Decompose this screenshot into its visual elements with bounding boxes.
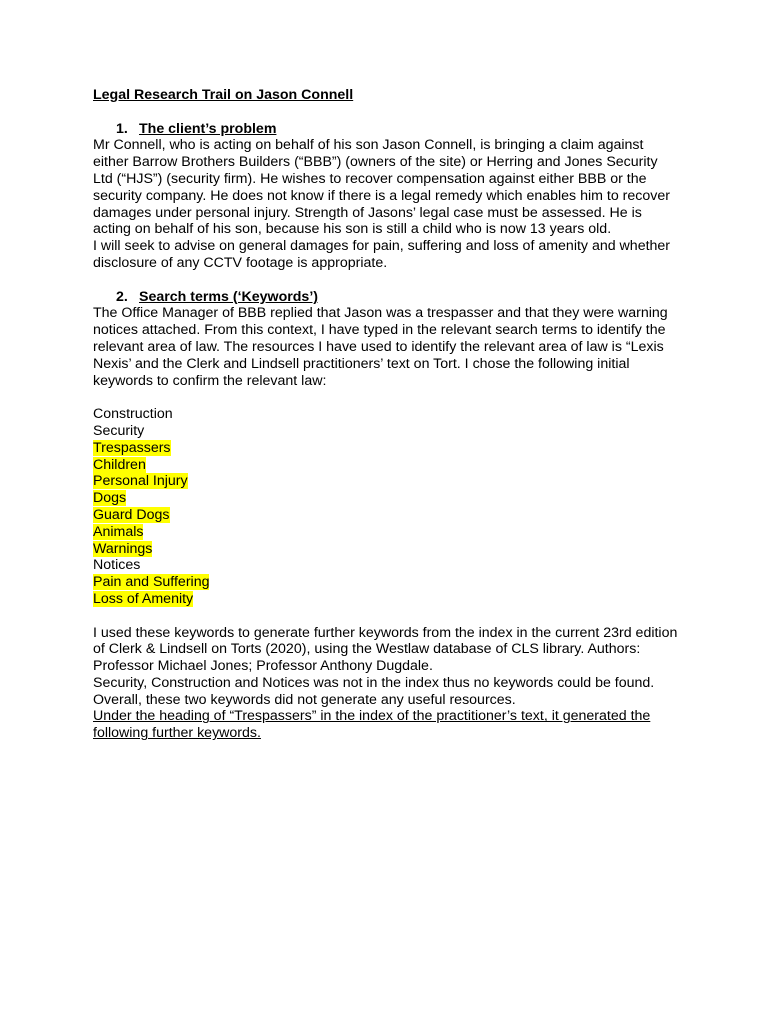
- keyword-item: [93, 524, 678, 541]
- keyword-text: Security: [93, 422, 145, 439]
- keyword-item: [93, 541, 678, 558]
- keyword-text: Dogs: [93, 490, 127, 507]
- section-1-title: The client’s problem: [139, 120, 277, 137]
- section-1-number: 1.: [116, 120, 128, 137]
- keyword-item: [93, 591, 678, 608]
- spacer: [93, 389, 678, 406]
- section-2-title: Search terms (‘Keywords’): [139, 288, 318, 305]
- keyword-text: Construction: [93, 406, 173, 423]
- keyword-text: Personal Injury: [93, 473, 188, 490]
- document-page: [93, 87, 678, 742]
- keyword-item: [93, 507, 678, 524]
- keyword-item: [93, 557, 678, 574]
- section-2-paragraph-3: Security, Construction and Notices was not in the index thus no keywords could be found. Overall, these two keywords did not generate any useful resources.: [93, 674, 655, 708]
- keyword-item: [93, 423, 678, 440]
- keyword-item: [93, 490, 678, 507]
- keyword-item: [93, 406, 678, 423]
- keyword-text: Guard Dogs: [93, 506, 170, 523]
- keyword-text: Children: [93, 456, 146, 473]
- keyword-text: Pain and Suffering: [93, 574, 210, 591]
- keyword-item: [93, 440, 678, 457]
- section-2-paragraph-2: I used these keywords to generate further keywords from the index in the current 23rd edition of Clerk & Lindsell on Torts (2020), using the Westlaw database of CLS library. Authors: Professor Michael Jones; Professor Anthony Dugdale.: [93, 624, 678, 675]
- keyword-text: Warnings: [93, 540, 153, 557]
- section-1-paragraph-2: I will seek to advise on general damages for pain, suffering and loss of amenity and whether disclosure of any CCTV footage is appropriate.: [93, 238, 671, 271]
- section-1-heading: [93, 121, 678, 138]
- keyword-item: [93, 457, 678, 474]
- section-2-paragraph-4: Under the heading of “Trespassers” in the index of the practitioner’s text, it generated the following further keywords.: [93, 708, 651, 742]
- keyword-text: Trespassers: [93, 439, 171, 456]
- section-1-paragraph-1: Mr Connell, who is acting on behalf of his son Jason Connell, is bringing a claim against either Barrow Brothers Builders (“BBB”) (owners of the site) or Herring and Jones Security Ltd (“HJS”) (security firm). He wishes to recover compensation against either BBB or the security company. He does not know if there is a legal remedy which enables him to recover damages under personal injury. Strength of Jasons’ legal case must be assessed. He is acting on behalf of his son, because his son is still a child who is now 13 years old.: [93, 137, 670, 238]
- section-2-paragraph-1: The Office Manager of BBB replied that Jason was a trespasser and that they were warning notices attached. From this context, I have typed in the relevant search terms to identify the relevant area of law. The resources I have used to identify the relevant area of law is “Lexis Nexis’ and the Clerk and Lindsell practitioners’ text on Tort. I chose the following initial keywords to confirm the relevant law:: [93, 305, 668, 389]
- section-2-number: 2.: [116, 288, 128, 305]
- keyword-text: Notices: [93, 557, 141, 574]
- keyword-text: Loss of Amenity: [93, 590, 194, 607]
- spacer: [93, 608, 678, 625]
- keyword-item: [93, 473, 678, 490]
- document-title: Legal Research Trail on Jason Connell: [93, 87, 354, 103]
- keyword-list: [93, 406, 678, 608]
- section-2-heading: [93, 289, 678, 306]
- spacer: [93, 272, 678, 289]
- keyword-text: Animals: [93, 523, 144, 540]
- keyword-item: [93, 574, 678, 591]
